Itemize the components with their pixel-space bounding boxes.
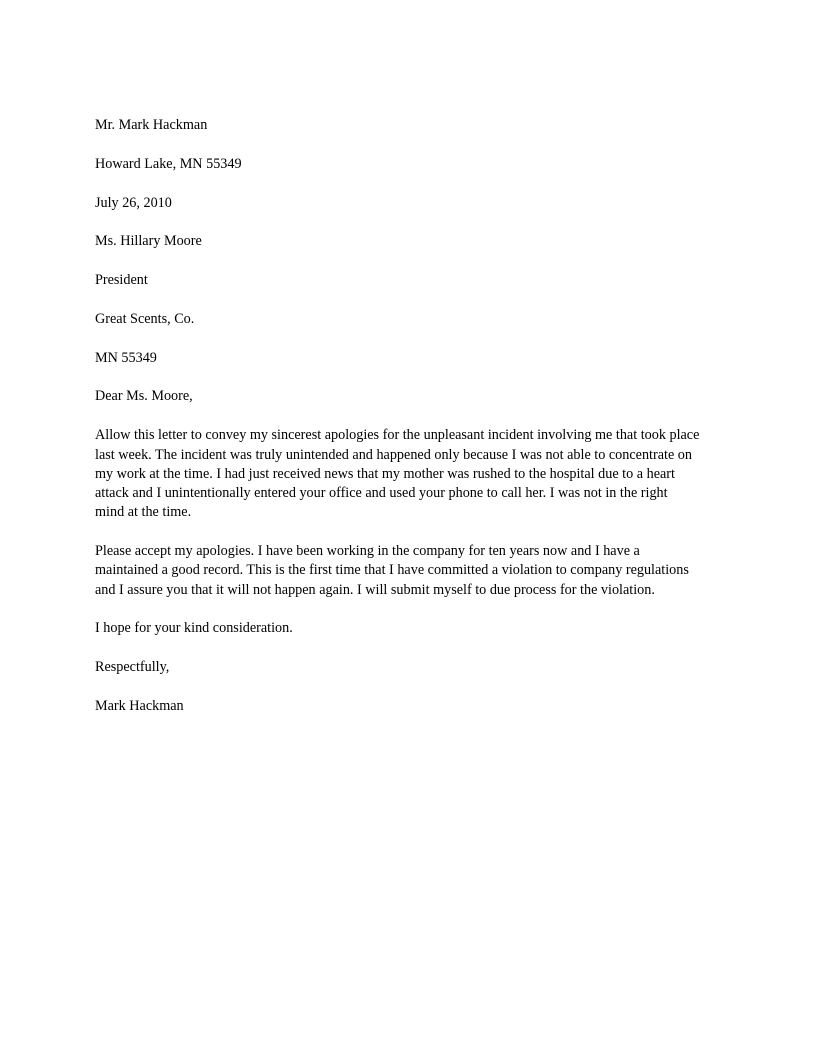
recipient-name: Ms. Hillary Moore — [95, 233, 202, 250]
closing: Respectfully, — [95, 659, 170, 675]
body-paragraph-2 — [95, 542, 725, 600]
sender-address: Howard Lake, MN 55349 — [95, 155, 242, 172]
recipient-company: Great Scents, Co. — [95, 310, 195, 327]
paragraph-line: last week. The incident was truly unintended and happened only because I was not able to concentrate on — [95, 446, 692, 463]
paragraph-line: my work at the time. I had just received news that my mother was rushed to the hospital due to a heart — [95, 465, 675, 482]
paragraph-line: mind at the time. — [95, 504, 192, 521]
paragraph-line: Allow this letter to convey my sincerest apologies for the unpleasant incident involving me that took place — [95, 427, 700, 444]
salutation: Dear Ms. Moore, — [95, 388, 193, 405]
recipient-title: President — [95, 272, 148, 289]
paragraph-line: Please accept my apologies. I have been working in the company for ten years now and I have a — [95, 543, 640, 560]
body-paragraph-1 — [95, 426, 725, 522]
paragraph-line: and I assure you that it will not happen again. I will submit myself to due process for the violation. — [95, 581, 655, 598]
paragraph-line: maintained a good record. This is the first time that I have committed a violation to company regulations — [95, 562, 689, 579]
body-paragraph-3: I hope for your kind consideration. — [95, 620, 293, 637]
letter-page — [95, 116, 725, 736]
signature: Mark Hackman — [95, 697, 184, 714]
sender-name: Mr. Mark Hackman — [95, 117, 208, 133]
recipient-address: MN 55349 — [95, 349, 157, 366]
paragraph-line: attack and I unintentionally entered your office and used your phone to call her. I was not in the right — [95, 485, 668, 502]
letter-date: July 26, 2010 — [95, 194, 172, 211]
